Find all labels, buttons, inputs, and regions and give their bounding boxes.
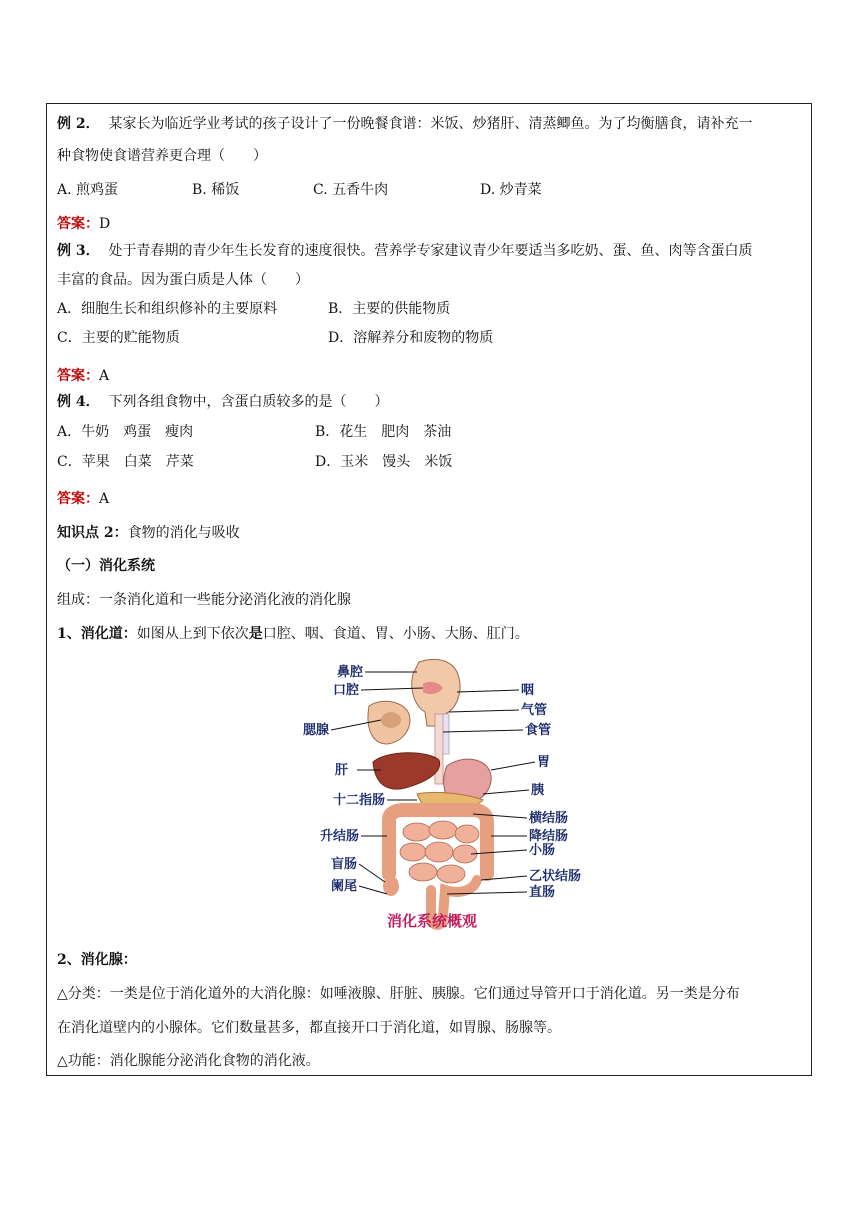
ex2-option-b: B. 稀饭 <box>192 182 240 198</box>
ex3-option-a: A．细胞生长和组织修补的主要原料 <box>57 301 278 317</box>
composition-text: 组成：一条消化道和一些能分泌消化液的消化腺 <box>57 592 351 608</box>
label-pharynx: 咽 <box>521 683 535 698</box>
esophagus-shape <box>435 714 443 784</box>
ex3-line1 <box>57 241 753 261</box>
ex3-option-b: B．主要的供能物质 <box>328 301 451 317</box>
ex4-line1 <box>57 392 389 412</box>
digestive-system-figure <box>277 654 587 934</box>
liver-shape <box>373 753 440 789</box>
ex3-text1: 处于青春期的青少年生长发育的速度很快。营养学专家建议青少年要适当多吃奶、蛋、鱼、肉等含蛋白质 <box>108 243 753 259</box>
ex4-option-c: C．苹果 白菜 芹菜 <box>57 454 194 470</box>
label-oral-cavity: 口腔 <box>332 683 359 698</box>
tract-text-bold: 是 <box>248 626 263 642</box>
glands-heading: 2、消化腺： <box>57 952 137 968</box>
ex2-option-d: D. 炒青菜 <box>480 182 542 198</box>
ex4-text1: 下列各组食物中，含蛋白质较多的是（ ） <box>108 394 389 410</box>
content-box <box>46 103 812 1076</box>
ex3-option-c: C．主要的贮能物质 <box>57 330 180 346</box>
ex4-answer <box>57 489 109 509</box>
ex3-answer-value: A <box>99 368 110 384</box>
label-duodenum: 十二指肠 <box>332 793 385 808</box>
ex4-option-b: B．花生 肥肉 茶油 <box>315 424 452 440</box>
ex4-answer-label: 答案： <box>57 491 99 507</box>
label-pancreas: 胰 <box>531 783 545 798</box>
ex2-line2: 种食物使食谱营养更合理（ ） <box>57 148 267 164</box>
knowledge-point-2 <box>57 523 240 543</box>
label-esophagus: 食管 <box>525 723 552 738</box>
ex2-answer <box>57 214 110 234</box>
kp2-label: 知识点 2： <box>57 525 128 541</box>
label-small-intestine: 小肠 <box>529 843 556 858</box>
ex2-line1 <box>57 114 753 134</box>
glands-class-line2: 在消化道壁内的小腺体。它们数量甚多，都直接开口于消化道，如胃腺、肠腺等。 <box>57 1020 561 1036</box>
label-parotid: 腮腺 <box>302 723 329 738</box>
label-transverse-colon: 横结肠 <box>529 811 569 826</box>
section-heading: （一）消化系统 <box>57 558 155 574</box>
label-trachea: 气管 <box>521 703 548 718</box>
ex2-option-c: C. 五香牛肉 <box>313 182 389 198</box>
label-liver: 肝 <box>335 763 349 778</box>
ex3-line2: 丰富的食品。因为蛋白质是人体（ ） <box>57 272 309 288</box>
ex3-label: 例 3． <box>57 243 100 259</box>
glands-class-line1: △分类：一类是位于消化道外的大消化腺：如唾液腺、肝脏、胰腺。它们通过导管开口于消化道。另一类是分布 <box>57 986 740 1002</box>
ex4-answer-value: A <box>99 491 110 507</box>
ex4-label: 例 4． <box>57 394 100 410</box>
trachea-shape <box>443 714 449 754</box>
label-cecum: 盲肠 <box>330 857 357 872</box>
small-intestine-shape <box>400 821 479 883</box>
ex2-label: 例 2． <box>57 116 100 132</box>
ex4-option-a: A．牛奶 鸡蛋 瘦肉 <box>57 424 194 440</box>
ex3-option-d: D．溶解养分和废物的物质 <box>328 330 494 346</box>
ex4-option-d: D．玉米 馒头 米饭 <box>315 454 453 470</box>
label-stomach: 胃 <box>537 755 551 770</box>
ex2-answer-value: D <box>99 216 111 232</box>
figure-caption: 消化系统概观 <box>386 912 478 930</box>
ex3-answer-label: 答案： <box>57 368 99 384</box>
label-rectum: 直肠 <box>529 885 556 900</box>
kp2-text: 食物的消化与吸收 <box>127 525 240 541</box>
label-appendix: 阑尾 <box>330 879 357 894</box>
ex2-text1: 某家长为临近学业考试的孩子设计了一份晚餐食谱：米饭、炒猪肝、清蒸鲫鱼。为了均衡膳食，请补充一 <box>108 116 753 132</box>
ex3-answer <box>57 366 109 386</box>
cecum-shape <box>383 876 399 896</box>
parotid-gland-shape <box>381 712 401 728</box>
label-descending-colon: 降结肠 <box>529 829 569 844</box>
tract-text-b: 口腔、咽、食道、胃、小肠、大肠、肛门。 <box>262 626 529 642</box>
tract-text-a: 如图从上到下依次 <box>136 626 249 642</box>
ex2-answer-label: 答案： <box>57 216 99 232</box>
tract-label: 1、消化道： <box>57 626 137 642</box>
label-ascending-colon: 升结肠 <box>319 829 359 844</box>
glands-function: △功能：消化腺能分泌消化食物的消化液。 <box>57 1053 320 1069</box>
tract-line <box>57 624 529 644</box>
ex2-option-a: A. 煎鸡蛋 <box>57 182 119 198</box>
label-nasal-cavity: 鼻腔 <box>336 665 363 680</box>
label-sigmoid-colon: 乙状结肠 <box>529 869 582 884</box>
